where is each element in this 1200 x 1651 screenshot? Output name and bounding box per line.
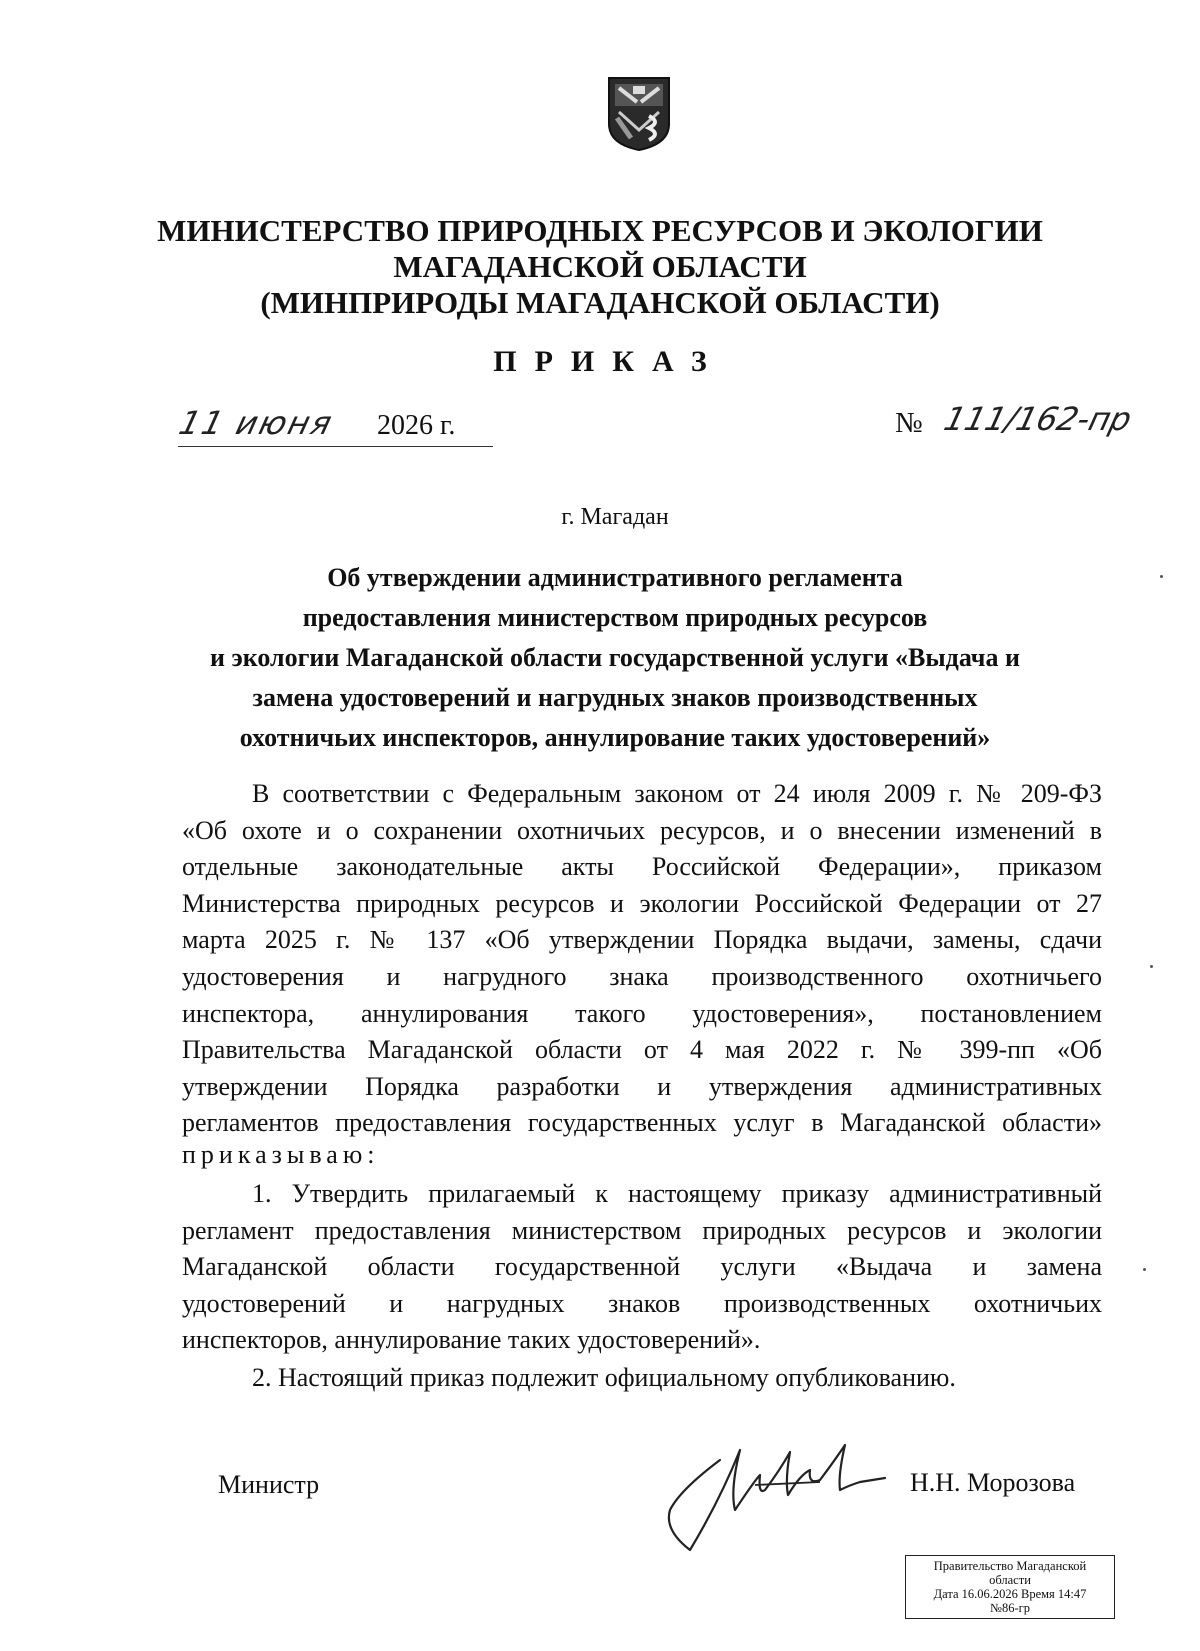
title-line: и экологии Магаданской области государственной услуги «Выдача и: [210, 643, 1020, 672]
prikazyvayu-word: приказываю:: [182, 1140, 380, 1169]
scan-speck: [1150, 965, 1153, 968]
paragraph-line: утверждении Порядка разработки и утверждения административных: [182, 1071, 1102, 1101]
city: г. Магадан: [561, 504, 669, 530]
signatory-name: Н.Н. Морозова: [910, 1468, 1076, 1497]
paragraph-line: Правительства Магаданской области от 4 мая 2022 г. № 399-пп «Об: [182, 1035, 1102, 1065]
paragraph-line: удостоверений и нагрудных знаков производственных охотничьих: [182, 1288, 1102, 1318]
item-2-paragraph: [182, 1360, 1102, 1397]
title-line: замена удостоверений и нагрудных знаков производственных: [252, 683, 978, 712]
title-line: предоставления министерством природных ресурсов: [302, 603, 928, 632]
paragraph-line: инспекторов, аннулирование таких удостоверений».: [182, 1325, 761, 1355]
stamp-line: №86-гр: [990, 1601, 1030, 1615]
registration-stamp: [905, 1555, 1115, 1619]
org-name-line-1: МИНИСТЕРСТВО ПРИРОДНЫХ РЕСУРСОВ И ЭКОЛОГИИ: [157, 213, 1043, 248]
stamp-line: Правительство Магаданской: [933, 1559, 1087, 1573]
title-line: охотничьих инспекторов, аннулирование таких удостоверений»: [239, 723, 991, 752]
paragraph-line: удостоверения и нагрудного знака производственного охотничьего: [182, 961, 1102, 991]
scan-speck: [1160, 575, 1163, 578]
paragraph-line: 1. Утвердить прилагаемый к настоящему приказу административный: [252, 1179, 1102, 1208]
paragraph-line: Министерства природных ресурсов и экологии Российской Федерации от 27: [182, 888, 1102, 918]
org-name-line-3: (МИНПРИРОДЫ МАГАДАНСКОЙ ОБЛАСТИ): [260, 285, 940, 320]
paragraph-line: отдельные законодательные акты Российской Федерации», приказом: [182, 852, 1102, 882]
paragraph-line: 2. Настоящий приказ подлежит официальному опубликованию.: [252, 1363, 956, 1392]
coat-of-arms-icon: [605, 72, 673, 152]
scan-speck: [1143, 1268, 1146, 1271]
item-1-paragraph: [182, 1176, 1102, 1359]
doc-type-heading: ПРИКАЗ: [493, 345, 725, 378]
paragraph-line: «Об охоте и о сохранении охотничьих ресурсов, и о внесении изменений в: [182, 815, 1102, 845]
paragraph-line: марта 2025 г. № 137 «Об утверждении Порядка выдачи, замены, сдачи: [182, 925, 1102, 955]
stamp-line: области: [989, 1573, 1031, 1587]
date-handwritten: 11 июня: [175, 404, 338, 442]
paragraph-line: регламент предоставления министерством природных ресурсов и экологии: [182, 1215, 1102, 1245]
paragraph-line: В соответствии с Федеральным законом от 24 июля 2009 г. № 209-ФЗ: [252, 779, 1102, 808]
paragraph-line: Магаданской области государственной услуги «Выдача и замена: [182, 1252, 1102, 1282]
number-handwritten: 111/162-пр: [940, 400, 1136, 438]
preamble-paragraph: [182, 776, 1102, 1142]
paragraph-line: регламентов предоставления государственных услуг в Магаданской области»: [182, 1108, 1102, 1138]
handwritten-signature: [660, 1440, 890, 1560]
date-year: 2026 г.: [377, 410, 456, 441]
org-name-line-2: МАГАДАНСКОЙ ОБЛАСТИ: [393, 249, 807, 284]
number-sign: №: [895, 407, 923, 439]
paragraph-line: инспектора, аннулирования такого удостоверения», постановлением: [182, 998, 1102, 1028]
title-line: Об утверждении административного регламента: [327, 563, 903, 592]
stamp-line: Дата 16.06.2026 Время 14:47: [933, 1587, 1087, 1601]
signatory-position: Министр: [218, 1470, 320, 1499]
